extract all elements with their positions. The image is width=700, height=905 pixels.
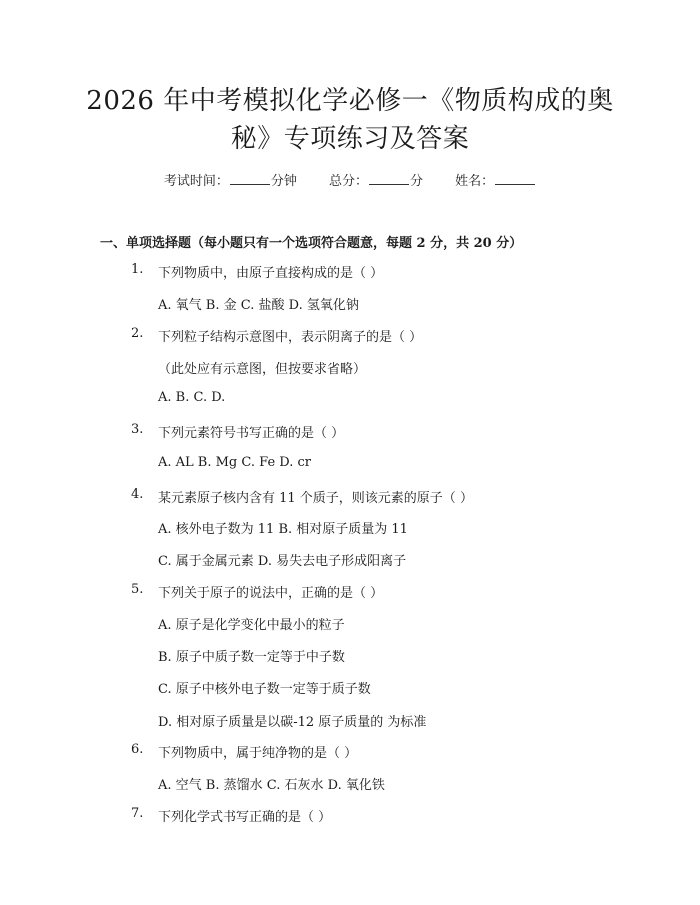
- question-option-b: B. 原子中质子数一定等于中子数: [158, 650, 345, 665]
- question-number: 5.: [131, 582, 144, 597]
- time-label: 考试时间：: [163, 174, 229, 189]
- title-line-1: 2026 年中考模拟化学必修一《物质构成的奥: [86, 86, 614, 116]
- question-number: 3.: [131, 422, 144, 437]
- question-number: 1.: [131, 262, 144, 277]
- score-unit: 分: [410, 174, 424, 189]
- question-stem: 下列物质中，属于纯净物的是（ ）: [158, 746, 358, 761]
- question-number: 2.: [131, 326, 144, 341]
- score-label: 总分：: [328, 174, 368, 189]
- question-options: A. AL B. Mg C. Fe D. cr: [158, 455, 311, 470]
- exam-score: [329, 174, 423, 189]
- document-title: [60, 82, 640, 158]
- question-number: 7.: [131, 806, 144, 821]
- section-heading: 一、单项选择题（每小题只有一个选项符合题意，每题 2 分，共 20 分）: [100, 236, 523, 251]
- question-stem: 某元素原子核内含有 11 个质子，则该元素的原子（ ）: [158, 491, 473, 506]
- question-options: A. 氧气 B. 金 C. 盐酸 D. 氢氧化钠: [158, 298, 359, 313]
- question-stem: 下列化学式书写正确的是（ ）: [158, 810, 332, 825]
- question-options: A. 空气 B. 蒸馏水 C. 石灰水 D. 氧化铁: [158, 778, 385, 793]
- question-stem: 下列粒子结构示意图中，表示阴离子的是（ ）: [158, 330, 423, 345]
- question-stem: 下列关于原子的说法中，正确的是（ ）: [158, 586, 384, 601]
- question-option-a: A. 原子是化学变化中最小的粒子: [158, 618, 345, 633]
- question-stem: 下列物质中，由原子直接构成的是（ ）: [158, 266, 384, 281]
- exam-name: [455, 174, 536, 189]
- title-line-2: 秘》专项练习及答案: [230, 124, 470, 154]
- name-blank[interactable]: [495, 172, 535, 185]
- question-number: 4.: [131, 487, 144, 502]
- question-options: A. 核外电子数为 11 B. 相对原子质量为 11: [158, 522, 408, 537]
- question-option-c: C. 原子中核外电子数一定等于质子数: [158, 682, 371, 697]
- score-blank[interactable]: [369, 172, 409, 185]
- question-options: A. B. C. D.: [158, 390, 226, 405]
- time-unit: 分钟: [270, 174, 297, 189]
- question-options: C. 属于金属元素 D. 易失去电子形成阳离子: [158, 554, 407, 569]
- question-option-d: D. 相对原子质量是以碳-12 原子质量的 为标准: [158, 715, 427, 730]
- exam-time: [164, 174, 297, 189]
- question-number: 6.: [131, 742, 144, 757]
- question-stem: 下列元素符号书写正确的是（ ）: [158, 426, 345, 441]
- name-label: 姓名：: [455, 174, 495, 189]
- time-blank[interactable]: [230, 172, 270, 185]
- question-note: （此处应有示意图，但按要求省略）: [158, 362, 367, 377]
- exam-meta: [0, 170, 700, 189]
